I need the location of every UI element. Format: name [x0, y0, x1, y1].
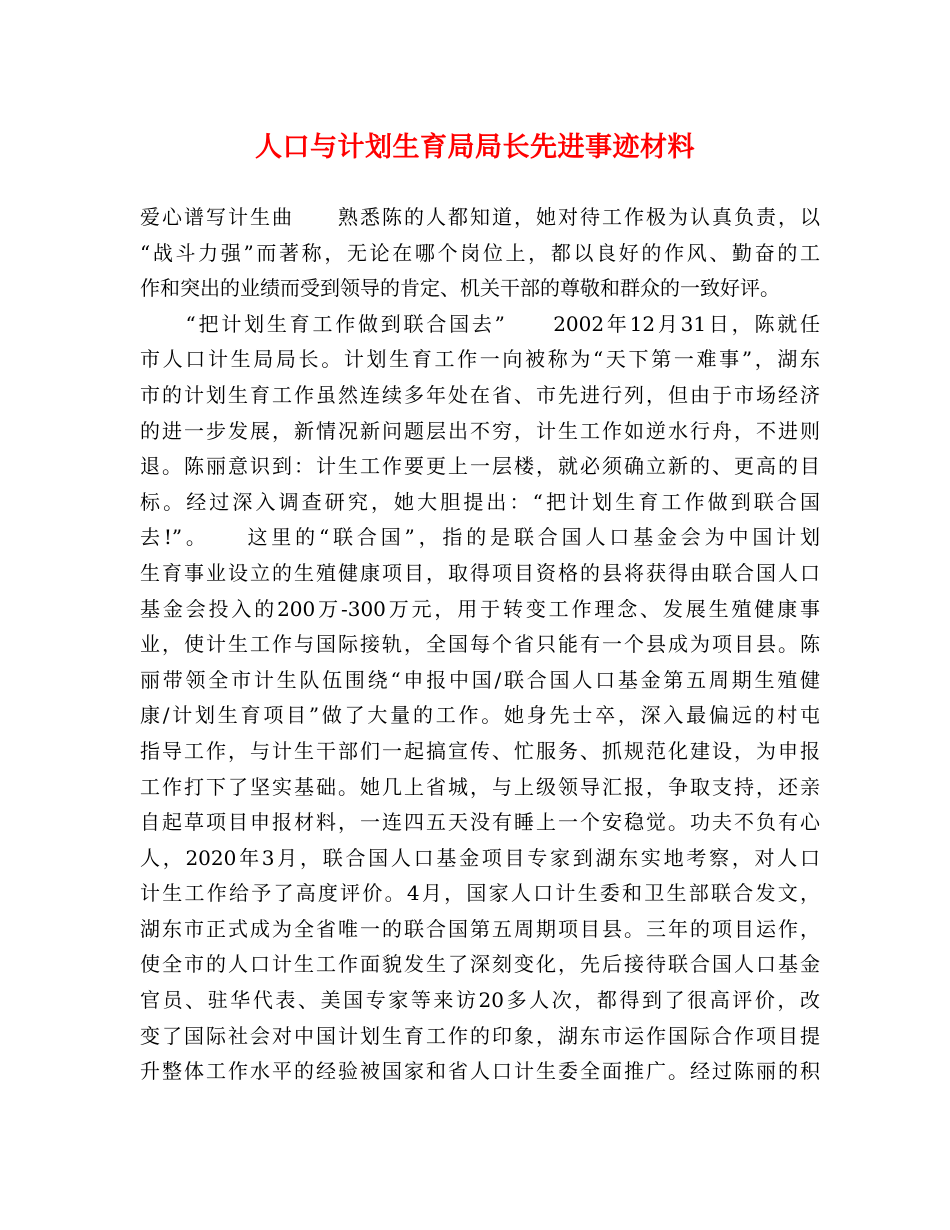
body-line: 标。经过深入调查研究，她大胆提出：“把计划生育工作做到联合国 — [140, 489, 820, 514]
body-line: 基金会投入的200万-300万元，用于转变工作理念、发展生殖健康事 — [140, 596, 820, 621]
body-line: 业，使计生工作与国际接轨，全国每个省只能有一个县成为项目县。陈 — [140, 632, 820, 657]
body-line: 变了国际社会对中国计划生育工作的印象，湖东市运作国际合作项目提 — [140, 1023, 820, 1048]
body-line: 丽带领全市计生队伍围绕“申报中国/联合国人口基金第五周期生殖健 — [140, 667, 820, 692]
body-line: 去!”。 这里的“联合国”，指的是联合国人口基金会为中国计划 — [140, 525, 820, 550]
body-line: 指导工作，与计生干部们一起搞宣传、忙服务、抓规范化建设，为申报 — [140, 738, 820, 763]
body-line: 退。陈丽意识到：计生工作要更上一层楼，就必须确立新的、更高的目 — [140, 454, 820, 479]
body-line: 康/计划生育项目”做了大量的工作。她身先士卒，深入最偏远的村屯 — [140, 703, 820, 728]
document-title: 人口与计划生育局局长先进事迹材料 — [255, 132, 695, 163]
body-line: “把计划生育工作做到联合国去” 2002年12月31日，陈就任 — [140, 311, 820, 336]
body-line: 自起草项目申报材料，一连四五天没有睡上一个安稳觉。功夫不负有心 — [140, 810, 820, 835]
body-line: 官员、驻华代表、美国专家等来访20多人次，都得到了很高评价，改 — [140, 988, 820, 1013]
body-line: 的进一步发展，新情况新问题层出不穷，计生工作如逆水行舟，不进则 — [140, 418, 820, 443]
document-body — [140, 200, 820, 1090]
body-line: 工作打下了坚实基础。她几上省城，与上级领导汇报，争取支持，还亲 — [140, 774, 820, 799]
body-line: 爱心谱写计生曲 熟悉陈的人都知道，她对待工作极为认真负责，以 — [140, 205, 820, 229]
body-line: 湖东市正式成为全省唯一的联合国第五周期项目县。三年的项目运作， — [140, 916, 820, 941]
body-line: 生育事业设立的生殖健康项目，取得项目资格的县将获得由联合国人口 — [140, 560, 820, 585]
body-line: 市人口计生局局长。计划生育工作一向被称为“天下第一难事”，湖东 — [140, 347, 820, 372]
body-line: 升整体工作水平的经验被国家和省人口计生委全面推广。经过陈丽的积 — [140, 1059, 820, 1084]
body-line: 使全市的人口计生工作面貌发生了深刻变化，先后接待联合国人口基金 — [140, 952, 820, 977]
body-line: 人，2020年3月，联合国人口基金项目专家到湖东实地考察，对人口 — [140, 845, 820, 870]
body-line: “战斗力强”而著称，无论在哪个岗位上，都以良好的作风、勤奋的工 — [140, 240, 820, 265]
body-line: 作和突出的业绩而受到领导的肯定、机关干部的尊敬和群众的一致好评。 — [140, 276, 780, 301]
body-line: 计生工作给予了高度评价。4月，国家人口计生委和卫生部联合发文， — [140, 881, 820, 906]
body-line: 市的计划生育工作虽然连续多年处在省、市先进行列，但由于市场经济 — [140, 382, 820, 407]
